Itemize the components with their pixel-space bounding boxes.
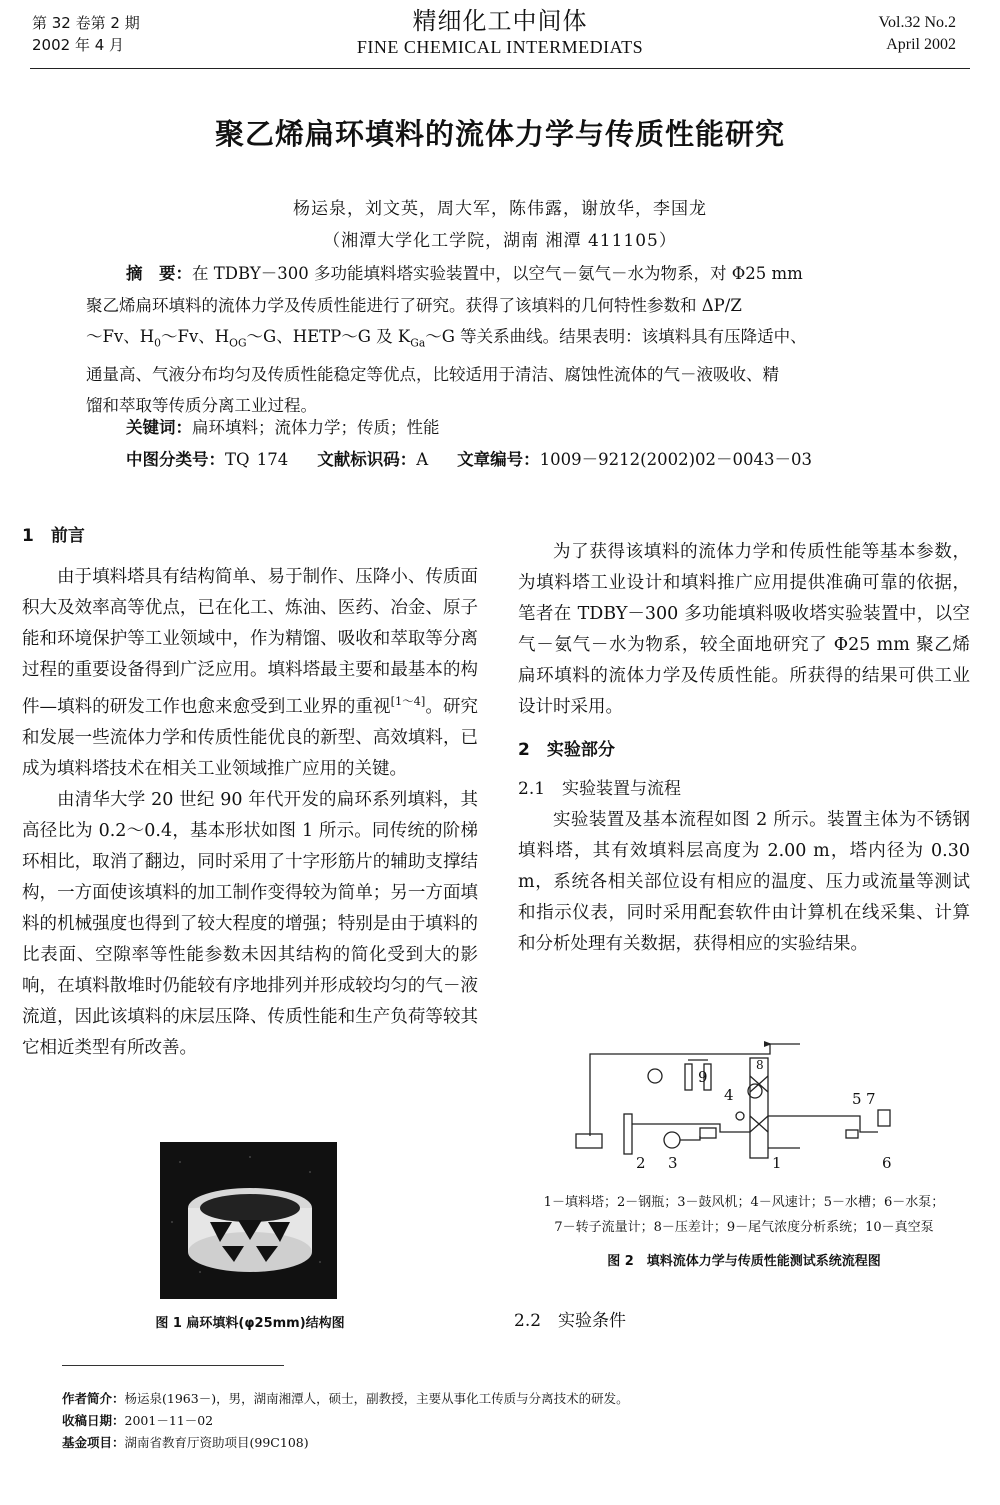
paragraph: 为了获得该填料的流体力学和传质性能等基本参数，为填料塔工业设计和填料推广应用提供准确可靠的依据，笔者在 TDBY－300 多功能填料吸收塔实验装置中，以空气－氨气－水为物系，较全面地研究了 Φ25 mm 聚乙烯扁环填料的流体力学及传质性能。所获得的结果可供工业设计时采用。 bbox=[518, 542, 970, 717]
doc-code: A bbox=[416, 450, 429, 469]
figure-2-diagram bbox=[560, 1036, 900, 1172]
abstract-line: 馏和萃取等传质分离工业过程。 bbox=[86, 396, 317, 416]
subsection-heading-apparatus: 2.1 实验装置与流程 bbox=[518, 779, 682, 799]
classification bbox=[126, 446, 812, 470]
author-bio: 作者简介：杨运泉(1963－)，男，湖南湘潭人，硕士，副教授，主要从事化工传质与分离技术的研发。 bbox=[62, 1391, 629, 1406]
article-number-label: 文章编号： bbox=[457, 450, 540, 469]
figure-2-label-5: 5 bbox=[852, 1090, 862, 1108]
paragraph: 实验装置及基本流程如图 2 所示。装置主体为不锈钢填料塔，其有效填料层高度为 2.00 m，塔内径为 0.30 m，系统各相关部位设有相应的温度、压力或流量等测试和指示仪表，同时采用配套软件由计算机在线采集、计算和分析处理有关数据，获得相应的实验结果。 bbox=[518, 810, 970, 954]
figure-1-caption: 图 1 扁环填料(φ25mm)结构图 bbox=[155, 1316, 345, 1331]
funding: 基金项目：湖南省教育厅资助项目(99C108) bbox=[62, 1435, 309, 1450]
paper-title: 聚乙烯扁环填料的流体力学与传质性能研究 bbox=[214, 117, 785, 151]
subsection-heading-conditions: 2.2 实验条件 bbox=[514, 1311, 627, 1331]
flat-ring-packing-illustration bbox=[160, 1142, 337, 1299]
figure-2-label-1: 1 bbox=[772, 1154, 782, 1172]
author-list: 杨运泉，刘文英，周大军，陈伟露，谢放华，李国龙 bbox=[293, 199, 707, 219]
footnote bbox=[62, 1388, 629, 1454]
date-en: April 2002 bbox=[886, 36, 956, 53]
figure-2-label-4: 4 bbox=[724, 1086, 734, 1104]
volume-en: Vol.32 No.2 bbox=[878, 14, 956, 31]
journal-name-en: FINE CHEMICAL INTERMEDIATS bbox=[356, 37, 644, 57]
article-number: 1009－9212(2002)02－0043－03 bbox=[539, 450, 813, 469]
figure-2-caption: 图 2 填料流体力学与传质性能测试系统流程图 bbox=[607, 1254, 881, 1269]
figure-2-label-7: 7 bbox=[866, 1090, 876, 1108]
keywords bbox=[126, 414, 440, 438]
figure-2-label-2: 2 bbox=[636, 1154, 646, 1172]
volume-cn: 第 32 卷第 2 期 bbox=[32, 14, 140, 32]
keywords-label: 关键词： bbox=[126, 418, 192, 437]
abstract bbox=[86, 258, 916, 422]
section-heading-intro: 1 前言 bbox=[22, 526, 85, 546]
abstract-line: ～Fv、$H_0\sim Fv$、$H_{OG}\sim G$、HETP～G 及 $K_{Ga}\sim G$ 等关系曲线。结果表明：该填料具有压降适中、 bbox=[86, 327, 807, 350]
right-column bbox=[518, 537, 970, 960]
clc-code: TQ 174 bbox=[225, 450, 289, 469]
paragraph: 由于填料塔具有结构简单、易于制作、压降小、传质面积大及效率高等优点，已在化工、炼油、医药、冶金、原子能和环境保护等工业领域中，作为精馏、吸收和萃取等分离过程的重要设备得到广泛应用。填料塔最主要和最基本的构件—填料的研发工作也愈来愈受到工业界的重视[1～4]。研究和发展一些流体力学和传质性能优良的新型、高效填料，已成为填料塔技术在相关工业领域推广应用的关键。 bbox=[22, 567, 478, 779]
abstract-line: 通量高、气液分布均匀及传质性能稳定等优点，比较适用于清洁、腐蚀性流体的气－液吸收、精 bbox=[86, 364, 779, 384]
journal-name bbox=[0, 6, 1000, 58]
header-rule bbox=[30, 68, 970, 69]
received-date: 收稿日期：2001－11－02 bbox=[62, 1413, 214, 1428]
figure-2-label-3: 3 bbox=[668, 1154, 678, 1172]
section-heading-experiment: 2 实验部分 bbox=[518, 740, 615, 760]
figure-2-legend-line: 1－填料塔；2－钢瓶；3－鼓风机；4－风速计；5－水槽；6－水泵； bbox=[543, 1195, 945, 1210]
doc-code-label: 文献标识码： bbox=[317, 450, 417, 469]
footnote-rule bbox=[62, 1365, 284, 1366]
figure-2-label-8: 8 bbox=[756, 1058, 764, 1072]
date-cn: 2002 年 4 月 bbox=[32, 36, 125, 54]
figure-2-label-9: 9 bbox=[698, 1068, 708, 1086]
journal-issue-en bbox=[879, 12, 957, 56]
keywords-text: 扁环填料；流体力学；传质；性能 bbox=[192, 418, 440, 437]
figure-2-legend-line: 7－转子流量计；8－压差计；9－尾气浓度分析系统；10－真空泵 bbox=[554, 1220, 934, 1235]
figure-2-label-6: 6 bbox=[882, 1154, 892, 1172]
left-column bbox=[22, 521, 478, 1064]
paragraph: 由清华大学 20 世纪 90 年代开发的扁环系列填料，其高径比为 0.2～0.4，基本形状如图 1 所示。同传统的阶梯环相比，取消了翻边，同时采用了十字形筋片的辅助支撑结构，一方面使该填料的加工制作变得较为简单；另一方面填料的机械强度也得到了较大程度的增强；特别是由于填料的比表面、空隙率等性能参数未因其结构的简化受到大的影响，在填料散堆时仍能较有序地排列并形成较均匀的气－液流道，因此该填料的床层压降、传质性能和生产负荷等较其它相近类型有所改善。 bbox=[22, 789, 478, 1058]
abstract-line: 在 TDBY－300 多功能填料塔实验装置中，以空气－氨气－水为物系，对 Φ25 mm bbox=[192, 264, 803, 283]
journal-name-cn: 精细化工中间体 bbox=[412, 7, 588, 35]
figure-2-legend bbox=[514, 1190, 974, 1240]
affiliation: （湘潭大学化工学院，湖南 湘潭 411105） bbox=[323, 231, 677, 251]
figure-1-image bbox=[160, 1142, 337, 1299]
clc-label: 中图分类号： bbox=[126, 450, 225, 469]
abstract-label: 摘 要： bbox=[126, 264, 192, 283]
abstract-line: 聚乙烯扁环填料的流体力学及传质性能进行了研究。获得了该填料的几何特性参数和 ΔP/Z bbox=[86, 295, 742, 315]
